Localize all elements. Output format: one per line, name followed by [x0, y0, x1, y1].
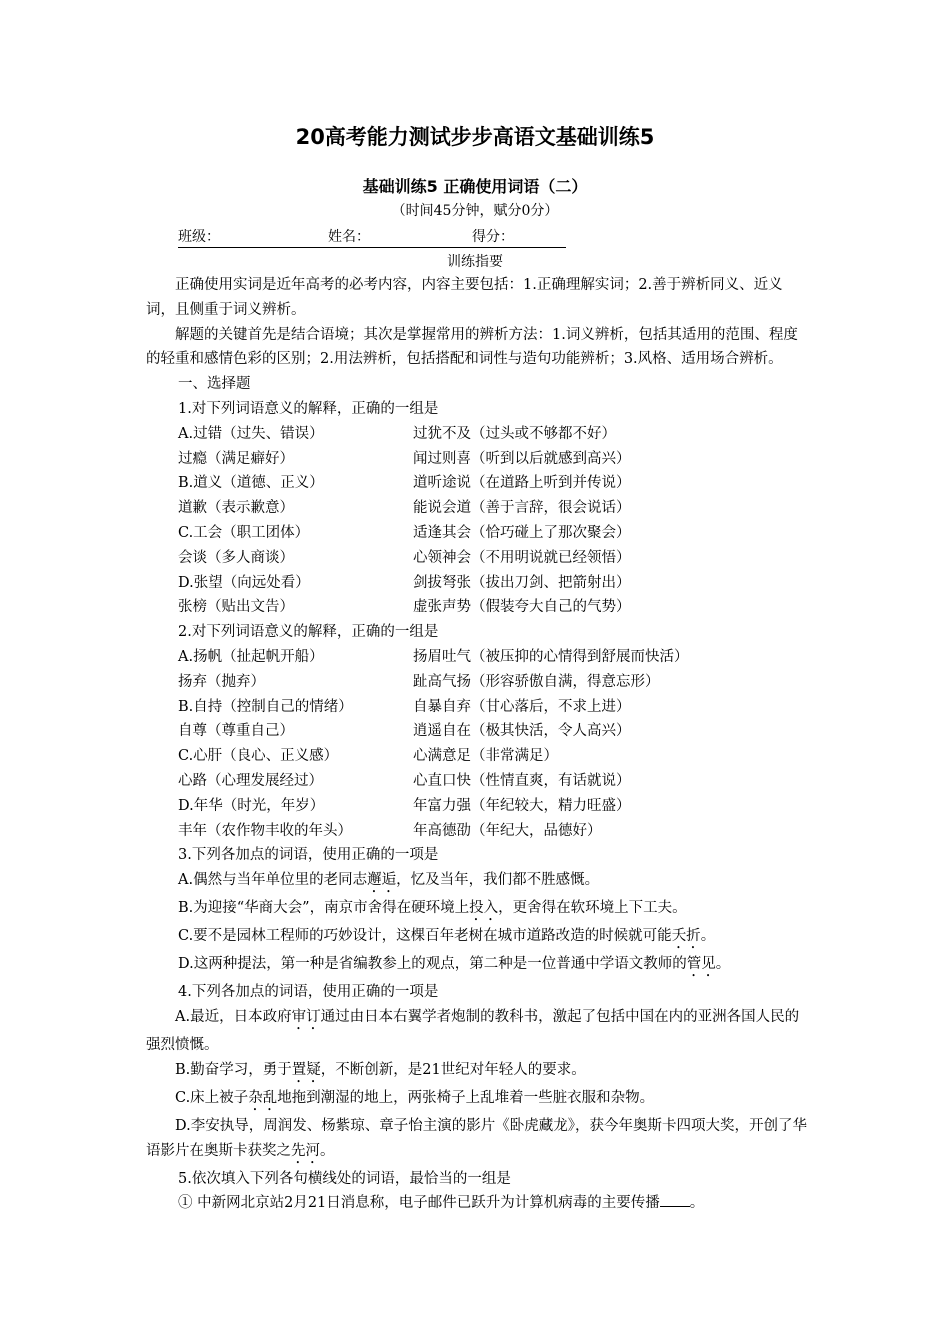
option-right: 闻过则喜（听到以后就感到高兴） — [413, 450, 631, 467]
dotted-word: 投入 — [469, 900, 499, 917]
section-heading: 一、选择题 — [178, 376, 251, 393]
guide-paragraph: 正确使用实词是近年高考的必考内容，内容主要包括：1.正确理解实词；2.善于辨析同义、近义词，且侧重于词义辨析。 — [146, 277, 783, 318]
choice-c: C.床上被子杂乱地拖到潮湿的地上，两张椅子上乱堆着一些脏衣服和杂物。 — [175, 1089, 655, 1106]
fill-item: ① 中新网北京站2月21日消息称，电子邮件已跃升为计算机病毒的主要传播 。 — [146, 1191, 810, 1216]
question-stem: 3.下列各加点的词语，使用正确的一项是 — [178, 847, 439, 864]
choice-d: D.李安执导，周润发、杨紫琼、章子怡主演的影片《卧虎藏龙》，获今年奥斯卡四项大奖，开创了华语影片在奥斯卡获奖之先河。 — [146, 1117, 807, 1159]
score-label: 得分： — [472, 229, 514, 245]
option-right: 能说会道（善于言辞，很会说话） — [413, 500, 631, 517]
option-row — [146, 794, 810, 819]
option-left: 扬弃（抛弃） — [178, 673, 265, 690]
option-row — [146, 521, 810, 546]
option-right: 心直口快（性情直爽，有话就说） — [413, 772, 631, 789]
option-row — [146, 769, 810, 794]
option-row — [146, 645, 810, 670]
option-row — [146, 670, 810, 695]
option-right: 适逢其会（恰巧碰上了那次聚会） — [413, 524, 631, 541]
option-row — [146, 422, 810, 447]
option-left: C.心肝（良心、正义感） — [178, 748, 339, 765]
option-left: 过瘾（满足癖好） — [178, 450, 294, 467]
option-right: 心领神会（不用明说就已经领悟） — [413, 549, 631, 566]
question-stem: 4.下列各加点的词语，使用正确的一项是 — [178, 984, 439, 1001]
option-right: 趾高气扬（形容骄傲自满，得意忘形） — [413, 673, 660, 690]
choice-c: C.要不是园林工程师的巧妙设计，这棵百年老树在城市道路改造的时候就可能夭折。 — [178, 928, 716, 945]
answer-blank[interactable] — [660, 1192, 690, 1207]
time-note: （时间45分钟，赋分0分） — [391, 203, 559, 219]
question-stem: 1.对下列词语意义的解释，正确的一组是 — [178, 400, 439, 417]
choice-b: B.勤奋学习，勇于置疑，不断创新，是21世纪对年轻人的要求。 — [175, 1061, 586, 1078]
option-right: 心满意足（非常满足） — [413, 748, 558, 765]
choice-a: A.最近，日本政府审订通过由日本右翼学者炮制的教科书，激起了包括中国在内的亚洲各国人民的强烈愤慨。 — [146, 1008, 800, 1053]
option-row — [146, 471, 810, 496]
option-left: 自尊（尊重自己） — [178, 723, 294, 740]
option-left: C.工会（职工团体） — [178, 524, 310, 541]
option-left: 会谈（多人商谈） — [178, 549, 294, 566]
option-right: 年富力强（年纪较大，精力旺盛） — [413, 797, 631, 814]
class-label: 班级： — [178, 229, 220, 245]
option-row — [146, 496, 810, 521]
document-title: 20高考能力测试步步高语文基础训练5 — [295, 125, 655, 149]
option-left: 张榜（贴出文告） — [178, 599, 294, 616]
question-stem: 5.依次填入下列各句横线处的词语，最恰当的一组是 — [178, 1170, 511, 1187]
option-row — [146, 571, 810, 596]
option-left: D.张望（向远处看） — [178, 574, 310, 591]
dotted-word: 先河 — [291, 1142, 320, 1159]
dotted-word: 邂逅 — [367, 872, 397, 889]
option-right: 扬眉吐气（被压抑的心情得到舒展而快活） — [413, 648, 689, 665]
student-info-line — [178, 227, 566, 248]
dotted-word: 置疑 — [291, 1061, 321, 1078]
option-left: 心路（心理发展经过） — [178, 772, 323, 789]
dotted-word: 审订 — [291, 1008, 321, 1025]
option-row — [146, 447, 810, 472]
guide-paragraph: 解题的关键首先是结合语境；其次是掌握常用的辨析方法：1.词义辨析，包括其适用的范围、程度的轻重和感情色彩的区别；2.用法辨析，包括搭配和词性与造句功能辨析；3.风格、适用场合辨析。 — [146, 326, 798, 368]
option-left: 道歉（表示歉意） — [178, 500, 294, 517]
choice-a: A.偶然与当年单位里的老同志邂逅，忆及当年，我们都不胜感慨。 — [178, 872, 600, 889]
option-left: B.自持（控制自己的情绪） — [178, 698, 353, 715]
option-left: A.扬帆（扯起帆开船） — [178, 648, 324, 665]
dotted-word: 管见 — [686, 956, 716, 973]
option-row — [146, 546, 810, 571]
choice-d: D.这两种提法，第一种是省编教参上的观点，第二种是一位普通中学语文教师的管见。 — [178, 956, 731, 973]
option-right: 年高德劭（年纪大，品德好） — [413, 822, 602, 839]
option-left: 丰年（农作物丰收的年头） — [178, 822, 352, 839]
body-text — [146, 273, 810, 1216]
option-row — [146, 819, 810, 844]
guide-heading: 训练指要 — [447, 254, 503, 270]
option-left: A.过错（过失、错误） — [178, 425, 324, 442]
option-right: 剑拔弩张（拔出刀剑、把箭射出） — [413, 574, 631, 591]
option-row — [146, 744, 810, 769]
option-left: B.道义（道德、正义） — [178, 475, 324, 492]
option-right: 道听途说（在道路上听到并传说） — [413, 475, 631, 492]
section-subtitle: 基础训练5 正确使用词语（二） — [362, 177, 588, 196]
option-right: 过犹不及（过头或不够都不好） — [413, 425, 616, 442]
option-right: 逍遥自在（极其快活，令人高兴） — [413, 723, 631, 740]
option-row — [146, 595, 810, 620]
dotted-word: 杂乱 — [248, 1089, 278, 1106]
option-right: 虚张声势（假装夸大自己的气势） — [413, 599, 631, 616]
option-left: D.年华（时光，年岁） — [178, 797, 325, 814]
option-row — [146, 719, 810, 744]
dotted-word: 夭折 — [671, 928, 701, 945]
choice-b: B.为迎接“华商大会”，南京市舍得在硬环境上投入，更舍得在软环境上下工夫。 — [178, 900, 687, 917]
option-row — [146, 695, 810, 720]
question-stem: 2.对下列词语意义的解释，正确的一组是 — [178, 624, 439, 641]
name-label: 姓名： — [328, 229, 370, 245]
option-right: 自暴自弃（甘心落后，不求上进） — [413, 698, 631, 715]
